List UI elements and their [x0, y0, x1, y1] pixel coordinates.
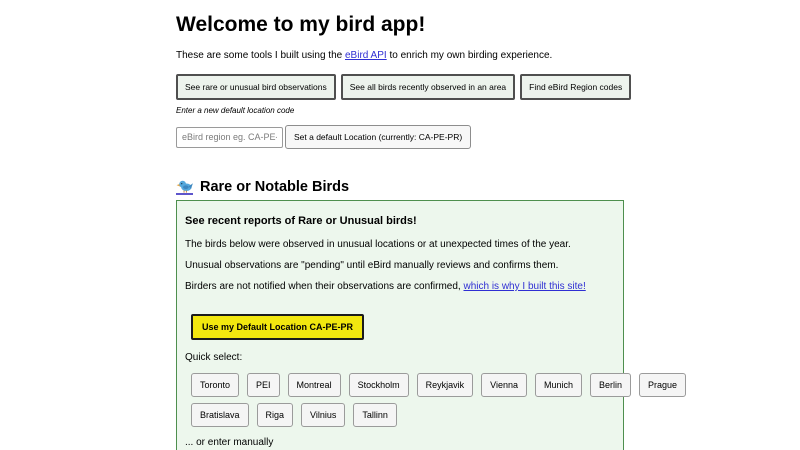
intro-pre: These are some tools I built using the: [176, 50, 345, 61]
city-button-munich[interactable]: Munich: [535, 373, 582, 397]
region-codes-button[interactable]: Find eBird Region codes: [520, 74, 631, 100]
use-default-location-button[interactable]: Use my Default Location CA-PE-PR: [191, 314, 364, 340]
ebird-api-link[interactable]: eBird API: [344, 50, 387, 61]
why-built-site-link[interactable]: which is why I built this site!: [463, 281, 586, 292]
rare-section-title: Rare or Notable Birds: [200, 179, 350, 195]
city-button-vienna[interactable]: Vienna: [481, 373, 527, 397]
rare-observations-button[interactable]: See rare or unusual bird observations: [176, 74, 336, 100]
toolbar: [176, 74, 624, 100]
intro-post: to enrich my own birding experience.: [386, 50, 553, 61]
page-title: Welcome to my bird app!: [176, 13, 426, 36]
intro-text: [176, 50, 624, 61]
set-default-location-button[interactable]: Set a default Location (currently: CA-PE-PR): [285, 125, 471, 149]
region-code-input[interactable]: [176, 127, 283, 148]
bird-icon: [176, 179, 193, 193]
panel-line3: [185, 281, 615, 292]
bird-icon-link[interactable]: [176, 179, 193, 195]
city-button-pei[interactable]: PEI: [247, 373, 280, 397]
default-location-row: [176, 125, 624, 149]
city-button-prague[interactable]: Prague: [639, 373, 686, 397]
city-button-bratislava[interactable]: Bratislava: [191, 403, 249, 427]
city-button-tallinn[interactable]: Tallinn: [353, 403, 397, 427]
city-button-reykjavik[interactable]: Reykjavik: [417, 373, 474, 397]
panel-line1: The birds below were observed in unusual locations or at unexpected times of the year.: [185, 239, 571, 250]
rare-section-heading: [176, 179, 624, 195]
city-button-riga[interactable]: Riga: [257, 403, 294, 427]
quick-select-row-1: [191, 373, 678, 397]
panel-line3-pre: Birders are not notified when their observations are confirmed,: [185, 281, 464, 292]
manual-entry-label: ... or enter manually: [185, 437, 274, 448]
city-button-stockholm[interactable]: Stockholm: [349, 373, 409, 397]
all-birds-button[interactable]: See all birds recently observed in an area: [341, 74, 515, 100]
city-button-montreal[interactable]: Montreal: [288, 373, 341, 397]
panel-line2: Unusual observations are "pending" until eBird manually reviews and confirms them.: [185, 260, 559, 271]
city-button-toronto[interactable]: Toronto: [191, 373, 239, 397]
panel-heading: See recent reports of Rare or Unusual birds!: [185, 215, 417, 227]
quick-select-row-2: [191, 403, 615, 427]
page: [176, 0, 678, 450]
city-button-berlin[interactable]: Berlin: [590, 373, 631, 397]
default-location-hint: Enter a new default location code: [176, 106, 295, 115]
city-button-vilnius[interactable]: Vilnius: [301, 403, 345, 427]
quick-select-label: Quick select:: [185, 352, 243, 363]
rare-birds-panel: [176, 200, 678, 450]
